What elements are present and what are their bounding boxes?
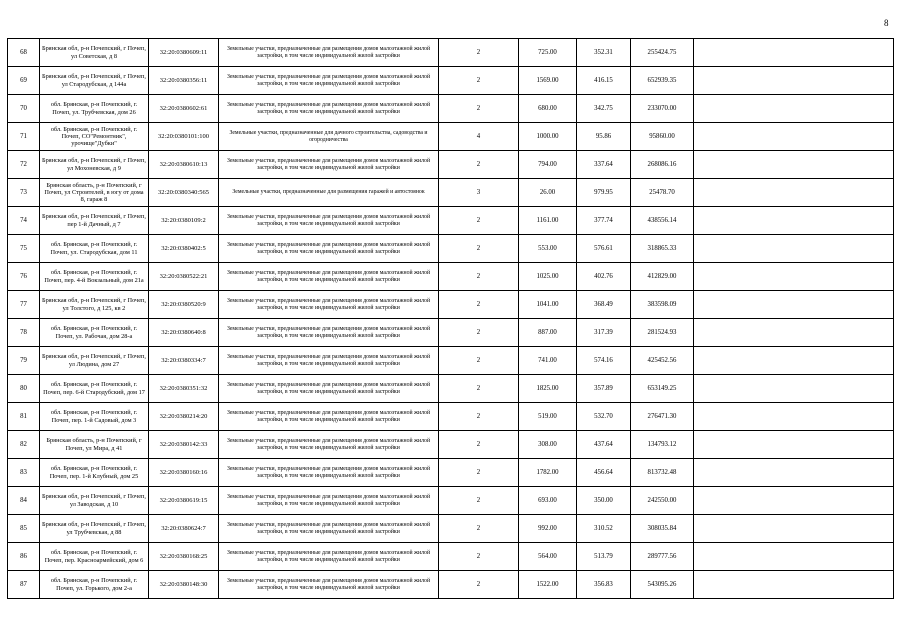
table-row [8,67,894,95]
row-cadastral-number: 32:20:0380640:8 [149,319,219,347]
row-number: 70 [8,95,40,123]
row-address: обл. Брянская, р-н Почепский, г. Почеп, ул. Рабочая, дом 28-а [40,319,149,347]
table-row [8,291,894,319]
row-cadastral-number: 32:20:0380520:9 [149,291,219,319]
row-purpose: Земельные участки, предназначенные для размещения домов малоэтажной жилой застройки, в том числе индивидуальной жилой застройки [219,347,439,375]
row-address: обл. Брянская, р-н Почепский, г. Почеп, пер. 6-й Стародубский, дом 17 [40,375,149,403]
row-purpose: Земельные участки, предназначенные для размещения домов малоэтажной жилой застройки, в том числе индивидуальной жилой застройки [219,263,439,291]
row-cadastral-number: 32:20:0380340:565 [149,179,219,207]
row-purpose: Земельные участки, предназначенные для размещения гаражей и автостоянок [219,179,439,207]
row-group: 2 [439,571,519,599]
row-value: 134793.12 [631,431,694,459]
row-value: 652939.35 [631,67,694,95]
row-empty-cell [694,459,894,487]
row-number: 82 [8,431,40,459]
row-number: 72 [8,151,40,179]
row-address: обл. Брянская, р-н Почепский, г. Почеп, пер. 4-й Вокзальный, дом 21а [40,263,149,291]
row-address: Брянская обл, р-н Почепский, г Почеп, ул Толстого, д 125, кв 2 [40,291,149,319]
row-number: 74 [8,207,40,235]
row-rate: 317.39 [577,319,631,347]
row-empty-cell [694,39,894,67]
row-group: 2 [439,515,519,543]
table-row [8,319,894,347]
row-rate: 368.49 [577,291,631,319]
row-value: 318865.33 [631,235,694,263]
row-empty-cell [694,515,894,543]
row-cadastral-number: 32:20:0380624:7 [149,515,219,543]
row-number: 75 [8,235,40,263]
row-area: 1041.00 [519,291,577,319]
page-number: 8 [884,18,889,28]
row-value: 543095.26 [631,571,694,599]
row-value: 268086.16 [631,151,694,179]
row-empty-cell [694,235,894,263]
row-value: 425452.56 [631,347,694,375]
row-purpose: Земельные участки, предназначенные для размещения домов малоэтажной жилой застройки, в том числе индивидуальной жилой застройки [219,543,439,571]
table-row [8,207,894,235]
row-value: 383598.09 [631,291,694,319]
table-row [8,179,894,207]
row-group: 2 [439,39,519,67]
row-address: Брянская обл, р-н Почепский, г Почеп, ул Людина, дом 27 [40,347,149,375]
row-rate: 350.00 [577,487,631,515]
row-purpose: Земельные участки, предназначенные для дачного строительства, садоводства и огородничества [219,123,439,151]
row-value: 233070.00 [631,95,694,123]
row-cadastral-number: 32:20:0380351:32 [149,375,219,403]
row-number: 81 [8,403,40,431]
row-address: обл. Брянская, р-н Почепский, г. Почеп, ул. Трубчевская, дом 26 [40,95,149,123]
row-rate: 352.31 [577,39,631,67]
row-area: 1025.00 [519,263,577,291]
row-cadastral-number: 32:20:0380619:15 [149,487,219,515]
row-area: 1161.00 [519,207,577,235]
table-row [8,235,894,263]
row-purpose: Земельные участки, предназначенные для размещения домов малоэтажной жилой застройки, в том числе индивидуальной жилой застройки [219,207,439,235]
row-empty-cell [694,207,894,235]
row-cadastral-number: 32:20:0380160:16 [149,459,219,487]
row-rate: 979.95 [577,179,631,207]
row-purpose: Земельные участки, предназначенные для размещения домов малоэтажной жилой застройки, в том числе индивидуальной жилой застройки [219,67,439,95]
row-area: 564.00 [519,543,577,571]
row-address: Брянская область, р-н Почепский, г Почеп, ул Мира, д 41 [40,431,149,459]
row-group: 2 [439,95,519,123]
row-area: 553.00 [519,235,577,263]
row-group: 2 [439,375,519,403]
table-row [8,403,894,431]
row-group: 2 [439,263,519,291]
row-purpose: Земельные участки, предназначенные для размещения домов малоэтажной жилой застройки, в том числе индивидуальной жилой застройки [219,487,439,515]
row-empty-cell [694,95,894,123]
row-area: 794.00 [519,151,577,179]
table-row [8,431,894,459]
row-value: 653149.25 [631,375,694,403]
row-group: 4 [439,123,519,151]
row-number: 78 [8,319,40,347]
row-purpose: Земельные участки, предназначенные для размещения домов малоэтажной жилой застройки, в том числе индивидуальной жилой застройки [219,403,439,431]
row-area: 887.00 [519,319,577,347]
row-cadastral-number: 32:20:0380602:61 [149,95,219,123]
row-area: 741.00 [519,347,577,375]
table-row [8,459,894,487]
row-value: 242550.00 [631,487,694,515]
row-purpose: Земельные участки, предназначенные для размещения домов малоэтажной жилой застройки, в том числе индивидуальной жилой застройки [219,235,439,263]
row-cadastral-number: 32:20:0380109:2 [149,207,219,235]
row-number: 68 [8,39,40,67]
row-group: 2 [439,235,519,263]
row-value: 412829.00 [631,263,694,291]
row-rate: 402.76 [577,263,631,291]
row-purpose: Земельные участки, предназначенные для размещения домов малоэтажной жилой застройки, в том числе индивидуальной жилой застройки [219,95,439,123]
table-row [8,515,894,543]
table-body [8,39,894,599]
row-group: 2 [439,431,519,459]
row-number: 73 [8,179,40,207]
row-area: 308.00 [519,431,577,459]
row-cadastral-number: 32:20:0380402:5 [149,235,219,263]
row-address: Брянская обл, р-н Почепский, г Почеп, ул Трубчевская, д 88 [40,515,149,543]
row-purpose: Земельные участки, предназначенные для размещения домов малоэтажной жилой застройки, в том числе индивидуальной жилой застройки [219,375,439,403]
row-address: Брянская обл, р-н Почепский, г Почеп, ул Стародубская, д 144а [40,67,149,95]
row-value: 813732.48 [631,459,694,487]
row-area: 1782.00 [519,459,577,487]
row-value: 289777.56 [631,543,694,571]
table-row [8,347,894,375]
row-rate: 513.79 [577,543,631,571]
row-number: 69 [8,67,40,95]
row-number: 85 [8,515,40,543]
row-value: 255424.75 [631,39,694,67]
row-group: 2 [439,347,519,375]
row-purpose: Земельные участки, предназначенные для размещения домов малоэтажной жилой застройки, в том числе индивидуальной жилой застройки [219,571,439,599]
row-rate: 416.15 [577,67,631,95]
row-cadastral-number: 32:20:0380214:20 [149,403,219,431]
row-area: 519.00 [519,403,577,431]
row-number: 86 [8,543,40,571]
row-cadastral-number: 32:20:0380168:25 [149,543,219,571]
row-area: 26.00 [519,179,577,207]
row-empty-cell [694,403,894,431]
row-rate: 357.89 [577,375,631,403]
row-area: 680.00 [519,95,577,123]
row-purpose: Земельные участки, предназначенные для размещения домов малоэтажной жилой застройки, в том числе индивидуальной жилой застройки [219,151,439,179]
row-empty-cell [694,543,894,571]
table-row [8,151,894,179]
row-rate: 377.74 [577,207,631,235]
row-address: обл. Брянская, р-н Почепский, г. Почеп, пер. 1-й Садовый, дом 3 [40,403,149,431]
row-cadastral-number: 32:20:0380609:11 [149,39,219,67]
row-empty-cell [694,487,894,515]
row-address: обл. Брянская, р-н Почепский, г. Почеп, СО"Ремонтник", урочище"Дубки" [40,123,149,151]
row-area: 1825.00 [519,375,577,403]
row-cadastral-number: 32:20:0380142:33 [149,431,219,459]
table-row [8,39,894,67]
row-area: 725.00 [519,39,577,67]
row-address: Брянская обл, р-н Почепский, г Почеп, ул Заводская, д 10 [40,487,149,515]
row-cadastral-number: 32:20:0380148:30 [149,571,219,599]
row-rate: 576.61 [577,235,631,263]
row-address: обл. Брянская, р-н Почепский, г. Почеп, пер. Красноармейский, дом 6 [40,543,149,571]
row-empty-cell [694,151,894,179]
row-rate: 337.64 [577,151,631,179]
row-value: 25478.70 [631,179,694,207]
row-cadastral-number: 32:20:0380101:100 [149,123,219,151]
row-area: 1522.00 [519,571,577,599]
table-row [8,375,894,403]
row-empty-cell [694,263,894,291]
table-row [8,543,894,571]
row-area: 693.00 [519,487,577,515]
row-number: 79 [8,347,40,375]
row-value: 308035.84 [631,515,694,543]
row-group: 2 [439,291,519,319]
table-row [8,95,894,123]
row-empty-cell [694,347,894,375]
row-number: 84 [8,487,40,515]
row-address: Брянская обл, р-н Почепский, г Почеп, пер 1-й Дачный, д 7 [40,207,149,235]
row-group: 2 [439,207,519,235]
table-row [8,571,894,599]
row-group: 2 [439,459,519,487]
row-empty-cell [694,123,894,151]
row-empty-cell [694,179,894,207]
row-cadastral-number: 32:20:0380334:7 [149,347,219,375]
row-group: 2 [439,403,519,431]
row-number: 76 [8,263,40,291]
row-number: 71 [8,123,40,151]
table-row [8,263,894,291]
row-address: Брянская область, р-н Почепский, г Почеп, ул Строителей, в югу от дома 8, гараж 8 [40,179,149,207]
row-address: обл. Брянская, р-н Почепский, г. Почеп, ул. Стародубская, дом 11 [40,235,149,263]
row-purpose: Земельные участки, предназначенные для размещения домов малоэтажной жилой застройки, в том числе индивидуальной жилой застройки [219,319,439,347]
row-value: 276471.30 [631,403,694,431]
row-value: 438556.14 [631,207,694,235]
row-number: 77 [8,291,40,319]
table-row [8,487,894,515]
table-row [8,123,894,151]
row-purpose: Земельные участки, предназначенные для размещения домов малоэтажной жилой застройки, в том числе индивидуальной жилой застройки [219,431,439,459]
row-group: 2 [439,319,519,347]
row-rate: 437.64 [577,431,631,459]
row-group: 2 [439,487,519,515]
row-address: обл. Брянская, р-н Почепский, г. Почеп, пер. 1-й Клубный, дом 25 [40,459,149,487]
row-group: 2 [439,151,519,179]
row-empty-cell [694,291,894,319]
row-group: 2 [439,543,519,571]
row-group: 3 [439,179,519,207]
row-cadastral-number: 32:20:0380356:11 [149,67,219,95]
row-empty-cell [694,67,894,95]
row-area: 992.00 [519,515,577,543]
row-address: Брянская обл, р-н Почепский, г Почеп, ул Советская, д 8 [40,39,149,67]
row-group: 2 [439,67,519,95]
row-value: 95860.00 [631,123,694,151]
row-value: 281524.93 [631,319,694,347]
row-rate: 95.86 [577,123,631,151]
row-rate: 574.16 [577,347,631,375]
row-address: Брянская обл, р-н Почепский, г Почеп, ул Мохоневская, д 9 [40,151,149,179]
row-rate: 456.64 [577,459,631,487]
row-number: 87 [8,571,40,599]
row-area: 1000.00 [519,123,577,151]
row-empty-cell [694,431,894,459]
row-empty-cell [694,571,894,599]
row-number: 83 [8,459,40,487]
land-plot-table [7,38,894,599]
row-rate: 532.70 [577,403,631,431]
row-purpose: Земельные участки, предназначенные для размещения домов малоэтажной жилой застройки, в том числе индивидуальной жилой застройки [219,291,439,319]
row-number: 80 [8,375,40,403]
row-address: обл. Брянская, р-н Почепский, г. Почеп, ул. Горького, дом 2-а [40,571,149,599]
row-rate: 310.52 [577,515,631,543]
row-purpose: Земельные участки, предназначенные для размещения домов малоэтажной жилой застройки, в том числе индивидуальной жилой застройки [219,459,439,487]
row-area: 1569.00 [519,67,577,95]
row-rate: 342.75 [577,95,631,123]
row-purpose: Земельные участки, предназначенные для размещения домов малоэтажной жилой застройки, в том числе индивидуальной жилой застройки [219,39,439,67]
row-rate: 356.83 [577,571,631,599]
row-purpose: Земельные участки, предназначенные для размещения домов малоэтажной жилой застройки, в том числе индивидуальной жилой застройки [219,515,439,543]
row-cadastral-number: 32:20:0380610:13 [149,151,219,179]
row-cadastral-number: 32:20:0380522:21 [149,263,219,291]
row-empty-cell [694,319,894,347]
row-empty-cell [694,375,894,403]
